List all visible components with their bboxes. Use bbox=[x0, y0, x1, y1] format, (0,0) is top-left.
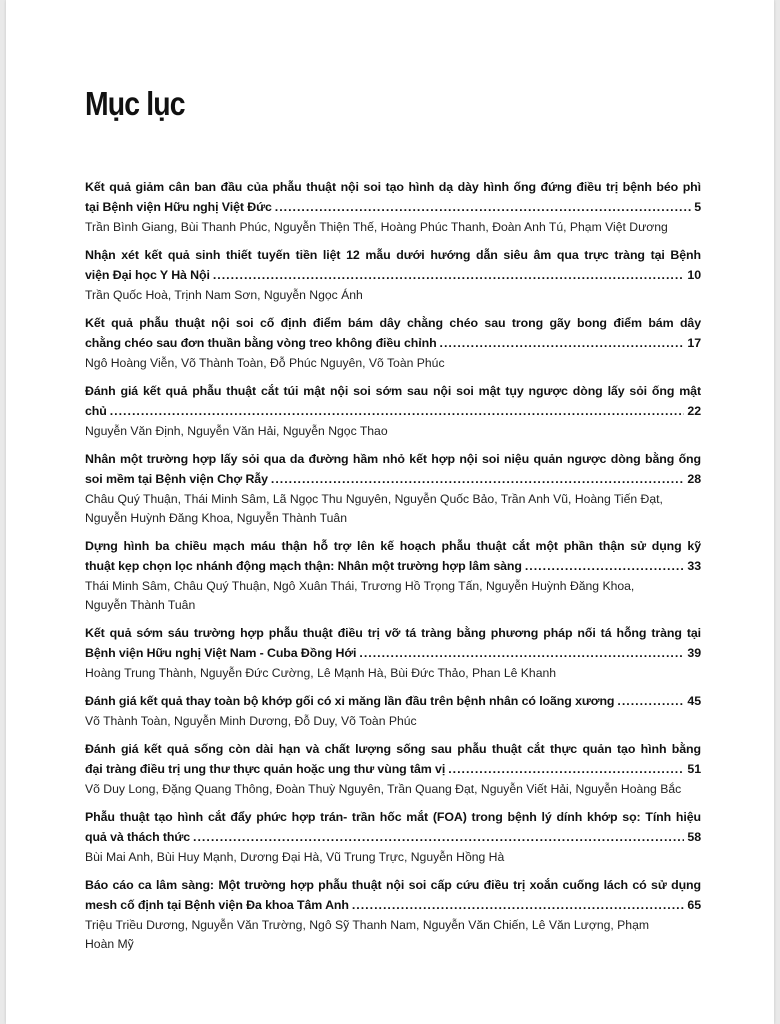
entry-title-last-line bbox=[85, 401, 701, 421]
dot-leader bbox=[440, 333, 685, 353]
entry-title-last-line bbox=[85, 827, 701, 847]
entry-title-tail: Đánh giá kết quả thay toàn bộ khớp gối có xi măng lần đầu trên bệnh nhân có loãng xương bbox=[85, 694, 615, 708]
toc-entry[interactable] bbox=[85, 245, 701, 305]
entry-title-last-line bbox=[85, 197, 701, 217]
dot-leader bbox=[193, 827, 684, 847]
page-number[interactable]: 10 bbox=[687, 268, 701, 282]
toc-entry[interactable] bbox=[85, 739, 701, 799]
toc-entry[interactable] bbox=[85, 623, 701, 683]
entry-title[interactable] bbox=[85, 623, 701, 663]
entry-authors bbox=[85, 848, 701, 867]
page-number[interactable]: 5 bbox=[694, 200, 701, 214]
page-number[interactable]: 51 bbox=[687, 762, 701, 776]
author-line: Thái Minh Sâm, Châu Quý Thuận, Ngô Xuân Thái, Trương Hồ Trọng Tấn, Nguyễn Huỳnh Đăng Khoa, bbox=[85, 579, 635, 593]
entry-title-line: Nhân một trường hợp lấy sỏi qua da đường hầm nhỏ kết hợp nội soi niệu quản ngược dòng bằng ống bbox=[85, 452, 701, 466]
entry-title-tail: đại tràng điều trị ung thư thực quản hoặc ung thư vùng tâm vị bbox=[85, 762, 446, 776]
page-number[interactable]: 65 bbox=[687, 898, 701, 912]
page-number[interactable]: 58 bbox=[687, 830, 701, 844]
entry-authors bbox=[85, 664, 701, 683]
entry-title-last-line bbox=[85, 469, 701, 489]
entry-title-line: Kết quả sớm sáu trường hợp phẫu thuật điều trị vỡ tá tràng bằng phương pháp nối tá hỗng tràng tại bbox=[85, 626, 701, 640]
entry-title-last-line bbox=[85, 333, 701, 353]
entry-title-last-line bbox=[85, 759, 701, 779]
page-number[interactable]: 28 bbox=[687, 472, 701, 486]
entry-title-line: Đánh giá kết quả sống còn dài hạn và chất lượng sống sau phẫu thuật cắt thực quản tạo hình bằng bbox=[85, 742, 701, 756]
entry-authors bbox=[85, 780, 701, 799]
dot-leader bbox=[448, 759, 684, 779]
page-number[interactable]: 45 bbox=[687, 694, 701, 708]
author-line: Nguyễn Văn Định, Nguyễn Văn Hải, Nguyễn Ngọc Thao bbox=[85, 424, 388, 438]
author-line: Hoàn Mỹ bbox=[85, 937, 134, 951]
toc-entry[interactable] bbox=[85, 177, 701, 237]
author-line: Trần Quốc Hoà, Trịnh Nam Sơn, Nguyễn Ngọc Ánh bbox=[85, 288, 363, 302]
entry-title[interactable] bbox=[85, 807, 701, 847]
toc-entries bbox=[85, 177, 701, 954]
entry-title-tail: Bệnh viện Hữu nghị Việt Nam - Cuba Đồng Hới bbox=[85, 646, 357, 660]
entry-title-last-line bbox=[85, 643, 701, 663]
table-of-contents bbox=[85, 82, 701, 962]
toc-entry[interactable] bbox=[85, 807, 701, 867]
dot-leader bbox=[525, 556, 685, 576]
entry-title-tail: thuật kẹp chọn lọc nhánh động mạch thận: Nhân một trường hợp lâm sàng bbox=[85, 559, 522, 573]
entry-authors bbox=[85, 422, 701, 441]
entry-authors bbox=[85, 490, 701, 528]
document-page bbox=[6, 0, 774, 1024]
entry-title-last-line bbox=[85, 895, 701, 915]
entry-authors bbox=[85, 577, 701, 615]
author-line: Châu Quý Thuận, Thái Minh Sâm, Lã Ngọc Thu Nguyên, Nguyễn Quốc Bảo, Trần Anh Vũ, Hoàng Tiến Đạt, bbox=[85, 492, 663, 506]
entry-title[interactable] bbox=[85, 691, 701, 711]
author-line: Võ Thành Toàn, Nguyễn Minh Dương, Đỗ Duy, Võ Toàn Phúc bbox=[85, 714, 417, 728]
entry-title-last-line bbox=[85, 265, 701, 285]
entry-title[interactable] bbox=[85, 739, 701, 779]
page-number[interactable]: 33 bbox=[687, 559, 701, 573]
dot-leader bbox=[617, 691, 684, 711]
entry-title[interactable] bbox=[85, 245, 701, 285]
entry-authors bbox=[85, 354, 701, 373]
entry-title-line: Dựng hình ba chiều mạch máu thận hỗ trợ lên kế hoạch phẫu thuật cắt một phần thận sử dụng kỹ bbox=[85, 539, 701, 553]
entry-title-last-line bbox=[85, 556, 701, 576]
toc-entry[interactable] bbox=[85, 875, 701, 954]
entry-title[interactable] bbox=[85, 875, 701, 915]
entry-title-tail: chằng chéo sau đơn thuần bằng vòng treo không điều chỉnh bbox=[85, 336, 437, 350]
author-line: Nguyễn Thành Tuân bbox=[85, 598, 196, 612]
entry-title[interactable] bbox=[85, 381, 701, 421]
entry-title-tail: quả và thách thức bbox=[85, 830, 191, 844]
author-line: Triệu Triều Dương, Nguyễn Văn Trường, Ngô Sỹ Thanh Nam, Nguyễn Văn Chiến, Lê Văn Lượng, Phạm bbox=[85, 918, 650, 932]
entry-title-tail: soi mềm tại Bệnh viện Chợ Rẫy bbox=[85, 472, 268, 486]
author-line: Nguyễn Huỳnh Đăng Khoa, Nguyễn Thành Tuân bbox=[85, 511, 347, 525]
entry-title-tail: viện Đại học Y Hà Nội bbox=[85, 268, 210, 282]
author-line: Võ Duy Long, Đặng Quang Thông, Đoàn Thuỳ Nguyên, Trần Quang Đạt, Nguyễn Viết Hải, Nguyễn Hoàng Bắc bbox=[85, 782, 682, 796]
entry-title-last-line bbox=[85, 691, 701, 711]
dot-leader bbox=[275, 197, 691, 217]
entry-title-tail: chủ bbox=[85, 404, 107, 418]
page-title: Mục lục bbox=[85, 85, 185, 122]
author-line: Hoàng Trung Thành, Nguyễn Đức Cường, Lê Mạnh Hà, Bùi Đức Thảo, Phan Lê Khanh bbox=[85, 666, 557, 680]
entry-title[interactable] bbox=[85, 177, 701, 217]
entry-authors bbox=[85, 218, 701, 237]
toc-entry[interactable] bbox=[85, 313, 701, 373]
author-line: Trần Bình Giang, Bùi Thanh Phúc, Nguyễn Thiện Thế, Hoàng Phúc Thanh, Đoàn Anh Tú, Phạm Việt Dương bbox=[85, 220, 668, 234]
entry-title-tail: mesh cố định tại Bệnh viện Đa khoa Tâm Anh bbox=[85, 898, 349, 912]
author-line: Ngô Hoàng Viễn, Võ Thành Toàn, Đỗ Phúc Nguyên, Võ Toàn Phúc bbox=[85, 356, 445, 370]
entry-title[interactable] bbox=[85, 313, 701, 353]
page-number[interactable]: 17 bbox=[687, 336, 701, 350]
entry-authors bbox=[85, 916, 701, 954]
author-line: Bùi Mai Anh, Bùi Huy Mạnh, Dương Đại Hà, Vũ Trung Trực, Nguyễn Hồng Hà bbox=[85, 850, 505, 864]
entry-title-line: Nhận xét kết quả sinh thiết tuyến tiền liệt 12 mẫu dưới hướng dẫn siêu âm qua trực tràng tại Bệnh bbox=[85, 248, 701, 262]
dot-leader bbox=[359, 643, 684, 663]
entry-authors bbox=[85, 712, 701, 731]
entry-title-line: Đánh giá kết quả phẫu thuật cắt túi mật nội soi sớm sau nội soi mật tụy ngược dòng lấy sỏi ống mật bbox=[85, 384, 701, 398]
dot-leader bbox=[352, 895, 685, 915]
dot-leader bbox=[110, 401, 685, 421]
dot-leader bbox=[213, 265, 685, 285]
entry-title-line: Kết quả phẫu thuật nội soi cố định điểm bám dây chằng chéo sau trong gãy bong điểm bám dây bbox=[85, 316, 701, 330]
entry-title[interactable] bbox=[85, 536, 701, 576]
entry-title-line: Phẫu thuật tạo hình cắt đẩy phức hợp trán- trần hốc mắt (FOA) trong bệnh lý dính khớp sọ: Tính hiệu bbox=[85, 810, 701, 824]
entry-title-line: Báo cáo ca lâm sàng: Một trường hợp phẫu thuật nội soi cấp cứu điều trị xoắn cuống lách có sử dụng bbox=[85, 878, 701, 892]
entry-authors bbox=[85, 286, 701, 305]
page-number[interactable]: 39 bbox=[687, 646, 701, 660]
toc-entry[interactable] bbox=[85, 691, 701, 731]
entry-title-line: Kết quả giảm cân ban đầu của phẫu thuật nội soi tạo hình dạ dày hình ống đứng điều trị bệnh béo phì bbox=[85, 180, 701, 194]
page-number[interactable]: 22 bbox=[687, 404, 701, 418]
entry-title-tail: tại Bệnh viện Hữu nghị Việt Đức bbox=[85, 200, 272, 214]
toc-entry[interactable] bbox=[85, 381, 701, 441]
toc-entry[interactable] bbox=[85, 536, 701, 615]
toc-entry[interactable] bbox=[85, 449, 701, 528]
entry-title[interactable] bbox=[85, 449, 701, 489]
dot-leader bbox=[271, 469, 685, 489]
